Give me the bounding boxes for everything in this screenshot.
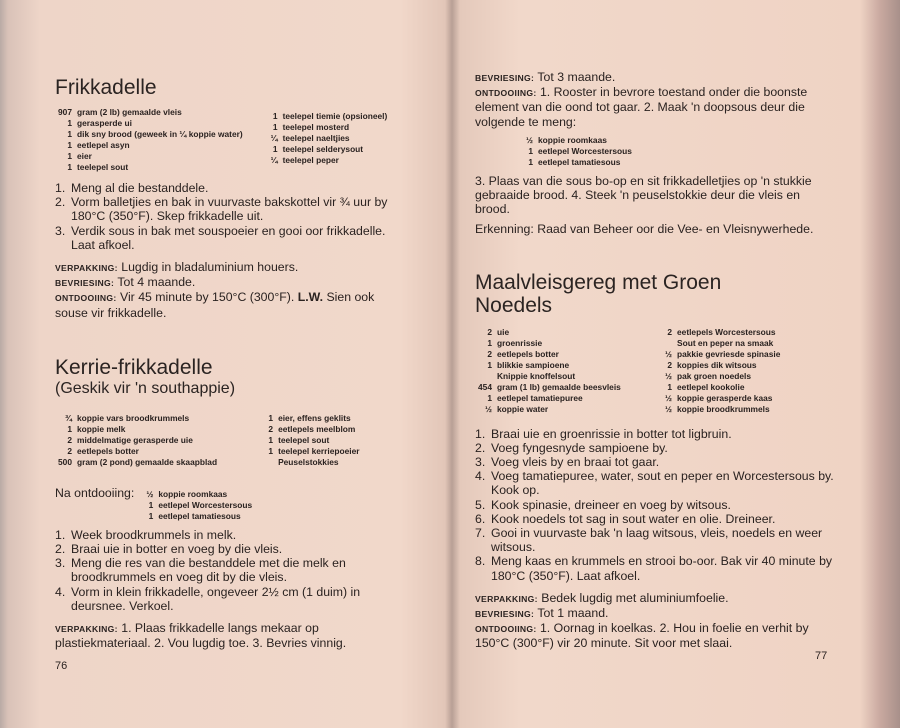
thaw-block (55, 486, 440, 522)
ingredient-item (655, 360, 835, 371)
ingredient-text: teelepel sout (278, 434, 330, 445)
step-number: 1. (475, 426, 486, 441)
step-item (55, 556, 405, 584)
ingredient-quantity (475, 371, 497, 382)
ontdooiing-tail: Sien ook souse vir frikkadelle. (55, 290, 375, 320)
ingredient-item (55, 129, 261, 140)
step-item (475, 498, 835, 512)
step-item (55, 528, 405, 542)
ingredient-item (475, 360, 655, 371)
label-bevriesing: BEVRIESING: (55, 278, 115, 289)
verpakking-text: Bedek lugdig met aluminiumfoelie. (541, 590, 729, 605)
bevriesing-text: Tot 4 maande. (117, 275, 196, 290)
ingredient-text: gram (2 lb) gemaalde vleis (77, 107, 182, 117)
label-bevriesing: BEVRIESING: (475, 73, 535, 83)
ingredient-text: teelepel kerriepoeier (278, 445, 360, 456)
ingredient-quantity: ½ (665, 392, 672, 403)
step-number: 2. (475, 440, 486, 455)
label-verpakking: VERPAKKING: (55, 624, 118, 635)
ingredient-text: gram (2 pond) gemaalde skaapblad (77, 456, 218, 467)
ingredient-quantity: 1 (528, 145, 533, 156)
ingredient-quantity: 2 (487, 326, 492, 337)
ingredient-quantity: 1 (148, 499, 154, 510)
ingredient-quantity: 1 (272, 111, 278, 121)
label-ontdooiing: ONTDOOIING: (475, 624, 537, 635)
recipe-title-frikkadelle: Frikkadelle (55, 76, 157, 99)
ingredient-item (475, 382, 655, 393)
ingredient-item (261, 144, 425, 155)
ingredient-text: teelepel sout (77, 162, 129, 172)
step-text: Voeg tamatiepuree, water, sout en peper en Worcestersous by. Kook op. (491, 469, 834, 498)
ingredient-text: teelepel tiemie (opsioneel) (282, 111, 388, 121)
page-number-left: 76 (55, 660, 68, 672)
ingredient-text: eetlepels botter (497, 348, 559, 359)
thaw-item (140, 511, 252, 522)
step-number: 6. (475, 511, 486, 526)
ingredient-text: eetlepel asyn (77, 140, 130, 150)
ontdooiing-text: Vir 45 minute by 150°C (300°F). (119, 290, 295, 305)
ingredient-text: gerasperde ui (77, 118, 132, 128)
ingredient-item (261, 122, 425, 133)
ingredient-quantity: ½ (526, 134, 533, 145)
ingredient-text: eetlepel Worcestersous (538, 145, 632, 156)
ingredient-quantity: ½ (665, 370, 672, 381)
ingredient-quantity: 1 (268, 445, 274, 456)
step-text: Kook noedels tot sag in sout water en olie. Dreineer. (491, 511, 776, 526)
ingredient-quantity: 1 (268, 412, 274, 423)
ingredient-item (55, 162, 261, 173)
ingredient-item (475, 327, 655, 338)
step-text: Meng kaas en krummels en strooi bo-oor. Bak vir 40 minute by 180°C (350°F). Laat afkoel. (491, 554, 833, 583)
step-item (55, 181, 410, 195)
bevriesing-note-top (475, 70, 835, 85)
verpakking-text: Lugdig in bladaluminium houers. (121, 260, 299, 275)
ingredient-text: teelepel naeltjies (282, 133, 350, 143)
step-item (475, 427, 835, 441)
ingredient-quantity: 1 (268, 434, 274, 445)
ingredient-quantity: 2 (487, 348, 492, 359)
step-item (475, 526, 835, 554)
ingredient-text: dik sny brood (geweek in ¼ koppie water) (77, 129, 243, 139)
step-text: Braai uie in botter en voeg by die vleis. (71, 542, 283, 557)
ingredient-text: koppie vars broodkrummels (77, 412, 190, 423)
ingredient-text: blikkie sampioene (497, 359, 570, 370)
recipe-title-maalvleisgereg: Maalvleisgereg met Groen Noedels (475, 270, 722, 317)
ingredient-quantity: 1 (67, 423, 72, 434)
ingredient-text: koppies dik witsous (677, 359, 757, 370)
ingredient-text: pak groen noedels (677, 370, 751, 381)
thaw-item (140, 489, 252, 500)
step-item (55, 542, 405, 556)
ingredient-item (655, 327, 835, 338)
ingredient-quantity: 1 (67, 140, 72, 150)
ingredient-text: eetlepels botter (77, 445, 139, 456)
ingredient-quantity: ½ (485, 403, 492, 414)
ingredient-text: eetlepels Worcestersous (677, 326, 776, 337)
sauce-items (520, 135, 835, 168)
ingredient-quantity: 1 (67, 118, 72, 128)
ontdooiing-bold: L.W. (297, 290, 324, 305)
step-text: Braai uie en groenrissie in botter tot ligbruin. (491, 426, 732, 441)
step-text: Gooi in vuurvaste bak 'n laag witsous, vleis, noedels en weer witsous. (491, 526, 823, 555)
ingredients-column-left (55, 107, 261, 173)
ingredient-text: eier (77, 151, 92, 161)
ingredient-quantity: ½ (146, 488, 154, 499)
ingredient-text: koppie melk (77, 423, 126, 434)
bevriesing-text: Tot 3 maande. (537, 70, 616, 84)
ingredients-maalvleis (475, 327, 835, 415)
ingredient-quantity: 500 (58, 456, 72, 467)
ingredient-item (261, 155, 425, 166)
ingredient-quantity: 2 (67, 434, 72, 445)
thaw-items (140, 486, 252, 522)
ingredient-item (55, 151, 261, 162)
label-verpakking: VERPAKKING: (475, 593, 538, 604)
step-number: 1. (55, 181, 66, 195)
ingredients-column-right (256, 413, 405, 468)
step-text: Vorm balletjies en bak in vuurvaste bakskottel vir ¾ uur by 180°C (350°F). Skep frikkadelle uit. (71, 195, 388, 224)
ingredient-item (55, 424, 256, 435)
ingredient-item (655, 393, 835, 404)
ontdooiing-note-top (475, 85, 835, 129)
ingredient-text: uie (497, 326, 510, 337)
ingredient-quantity: 907 (58, 107, 72, 117)
step-number: 4. (475, 469, 486, 484)
label-bevriesing: BEVRIESING: (475, 609, 535, 620)
ingredient-item (475, 338, 655, 349)
ingredient-quantity: 1 (667, 381, 672, 392)
ingredient-quantity: 2 (67, 445, 72, 456)
ingredient-item (655, 382, 835, 393)
step-number: 4. (55, 584, 66, 599)
thaw-label: Na ontdooiing: (55, 485, 135, 500)
ontdooiing-note-3 (475, 621, 835, 650)
ingredient-quantity: 1 (67, 129, 72, 139)
step-item (475, 469, 835, 497)
ingredient-quantity: 454 (478, 381, 492, 392)
step-text: Kook spinasie, dreineer en voeg by witsous. (491, 497, 731, 512)
ingredient-quantity (655, 338, 677, 349)
sauce-item (520, 135, 835, 146)
ingredient-text: koppie roomkaas (538, 134, 607, 145)
ingredient-text: eetlepel Worcestersous (158, 499, 253, 510)
ingredient-text: middelmatige gerasperde uie (77, 434, 193, 445)
step-item (55, 224, 410, 252)
ingredient-item (261, 133, 425, 144)
bevriesing-text: Tot 1 maand. (537, 606, 609, 621)
step-item (55, 195, 410, 223)
step-text: Verdik sous in bak met souspoeier en gooi oor frikkadelle. Laat afkoel. (71, 223, 386, 252)
ingredient-item (55, 435, 256, 446)
step-number: 8. (475, 554, 486, 569)
step-number: 3. (475, 455, 486, 470)
label-ontdooiing: ONTDOOIING: (475, 88, 537, 99)
ingredient-text: koppie roomkaas (158, 488, 228, 499)
ingredient-text: teelepel selderysout (282, 144, 364, 154)
ingredient-text: groenrissie (497, 337, 543, 348)
ingredient-text: koppie broodkrummels (677, 403, 770, 414)
step-number: 1. (55, 527, 66, 542)
ingredient-item (55, 118, 261, 129)
ingredient-text: teelepel peper (282, 155, 339, 165)
ontdooiing-note (55, 290, 375, 319)
ingredient-quantity: ¼ (270, 155, 278, 165)
ontdooiing-text: 1. Rooster in bevrore toestand onder die boonste element van die oond tot gaar. 2. Maak 'n doopsous deur die volgende te meng: (475, 85, 808, 129)
ingredient-quantity: 2 (268, 423, 274, 434)
ingredients-frikkadelle (55, 107, 425, 173)
step-text: Meng al die bestanddele. (71, 181, 209, 195)
ingredient-text: eetlepel kookolie (677, 381, 745, 392)
ingredient-text: pakkie gevriesde spinasie (677, 348, 781, 359)
ingredient-quantity: ¾ (65, 412, 72, 423)
ingredient-text: eier, effens geklits (278, 412, 351, 423)
label-verpakking: VERPAKKING: (55, 263, 118, 274)
step-number: 5. (475, 497, 486, 512)
ingredient-item (256, 446, 405, 457)
step-text: Meng die res van die bestanddele met die melk en broodkrummels en voeg dit by die vleis. (71, 556, 346, 585)
verpakking-text: 1. Plaas frikkadelle langs mekaar op plastiekmateriaal. 2. Vou lugdig toe. 3. Bevries vinnig. (55, 621, 347, 651)
page-number-right: 77 (815, 650, 828, 662)
bevriesing-note (55, 275, 440, 290)
ingredient-text: eetlepel tamatiesous (538, 156, 621, 167)
ingredient-item (256, 457, 405, 468)
ingredient-item (655, 371, 835, 382)
ingredients-column-left (55, 413, 256, 468)
ingredient-quantity: ½ (665, 348, 672, 359)
ingredients-column-left (475, 327, 655, 415)
sauce-item (520, 157, 835, 168)
step-item (475, 455, 835, 469)
ingredient-quantity: ¼ (270, 133, 278, 143)
ingredient-item (55, 413, 256, 424)
ingredient-quantity: 2 (667, 359, 672, 370)
steps-frikkadelle (55, 181, 410, 252)
step-text: Voeg vleis by en braai tot gaar. (491, 455, 660, 470)
ingredient-item (475, 393, 655, 404)
step-number: 3. (55, 223, 66, 238)
label-ontdooiing: ONTDOOIING: (55, 293, 117, 304)
ingredient-text: Sout en peper na smaak (677, 337, 774, 348)
ingredient-quantity: 1 (272, 122, 278, 132)
step-number: 7. (475, 526, 486, 541)
ingredient-item (55, 140, 261, 151)
ingredient-quantity (256, 457, 278, 468)
sauce-item (520, 146, 835, 157)
ingredient-quantity: 1 (67, 151, 72, 161)
recipe-subtitle: (Geskik vir 'n southappie) (55, 379, 236, 397)
left-page (55, 70, 440, 650)
ingredient-item (55, 107, 261, 118)
ingredients-column-right (261, 107, 425, 173)
ingredient-item (475, 371, 655, 382)
step-item (475, 554, 835, 582)
step-item (475, 441, 835, 455)
step-item (475, 512, 835, 526)
verpakking-note (55, 260, 440, 275)
ingredient-item (256, 424, 405, 435)
ingredient-item (55, 457, 256, 468)
step-number: 2. (55, 542, 66, 557)
ingredient-item (256, 413, 405, 424)
step-text: Vorm in klein frikkadelle, ongeveer 2½ cm (1 duim) in deursnee. Verkoel. (71, 584, 361, 613)
serving-text: 3. Plaas van die sous bo-op en sit frikkadelletjies op 'n stukkie gebraaide brood. 4. Steek 'n peuselstokkie deur die vleis en brood. (475, 173, 812, 217)
ingredient-text: koppie water (497, 403, 549, 414)
ingredient-quantity: 1 (487, 359, 492, 370)
ingredient-item (655, 349, 835, 360)
ingredient-quantity: 1 (487, 392, 492, 403)
bevriesing-note-3 (475, 606, 835, 621)
step-item (55, 585, 405, 613)
recipe-title-kerrie-frikkadelle: Kerrie-frikkadelle (55, 355, 213, 379)
ingredient-text: eetlepels meelblom (278, 423, 356, 434)
ingredient-item (261, 111, 425, 122)
step-number: 3. (55, 556, 66, 571)
right-page (475, 70, 835, 651)
ingredient-quantity: 1 (272, 144, 278, 154)
steps-kerrie (55, 528, 405, 613)
ingredient-quantity: ½ (665, 403, 672, 414)
ingredient-quantity: 2 (667, 326, 672, 337)
ontdooiing-text: 1. Oornag in koelkas. 2. Hou in foelie en verhit by 150°C (300°F) vir 20 minute. Sit voor met slaai. (475, 621, 809, 651)
verpakking-note-2 (55, 621, 405, 650)
ingredient-text: eetlepel tamatiesous (158, 510, 241, 521)
ingredient-text: koppie gerasperde kaas (677, 392, 773, 403)
step-number: 2. (55, 195, 66, 210)
ingredients-kerrie (55, 413, 405, 468)
credit-text: Erkenning: Raad van Beheer oor die Vee- en Vleisnywerhede. (475, 222, 814, 237)
ingredient-item (655, 338, 835, 349)
ingredients-column-right (655, 327, 835, 415)
verpakking-note-3 (475, 591, 835, 606)
ingredient-quantity: 1 (487, 337, 492, 348)
step-text: Voeg fyngesnyde sampioene by. (491, 440, 668, 455)
thaw-item (140, 500, 252, 511)
ingredient-text: Peuselstokkies (278, 456, 339, 467)
steps-maalvleis (475, 427, 835, 583)
ingredient-quantity: 1 (528, 156, 533, 167)
ingredient-quantity: 1 (148, 510, 154, 521)
ingredient-item (55, 446, 256, 457)
ingredient-text: gram (1 lb) gemaalde beesvleis (497, 381, 621, 392)
ingredient-text: teelepel mosterd (282, 122, 350, 132)
step-text: Week broodkrummels in melk. (71, 527, 237, 542)
ingredient-text: eetlepel tamatiepuree (497, 392, 583, 403)
ingredient-item (256, 435, 405, 446)
ingredient-quantity: 1 (67, 162, 72, 172)
ingredient-text: Knippie knoffelsout (497, 370, 576, 381)
ingredient-item (475, 349, 655, 360)
ingredient-item (475, 404, 655, 415)
ingredient-item (655, 404, 835, 415)
